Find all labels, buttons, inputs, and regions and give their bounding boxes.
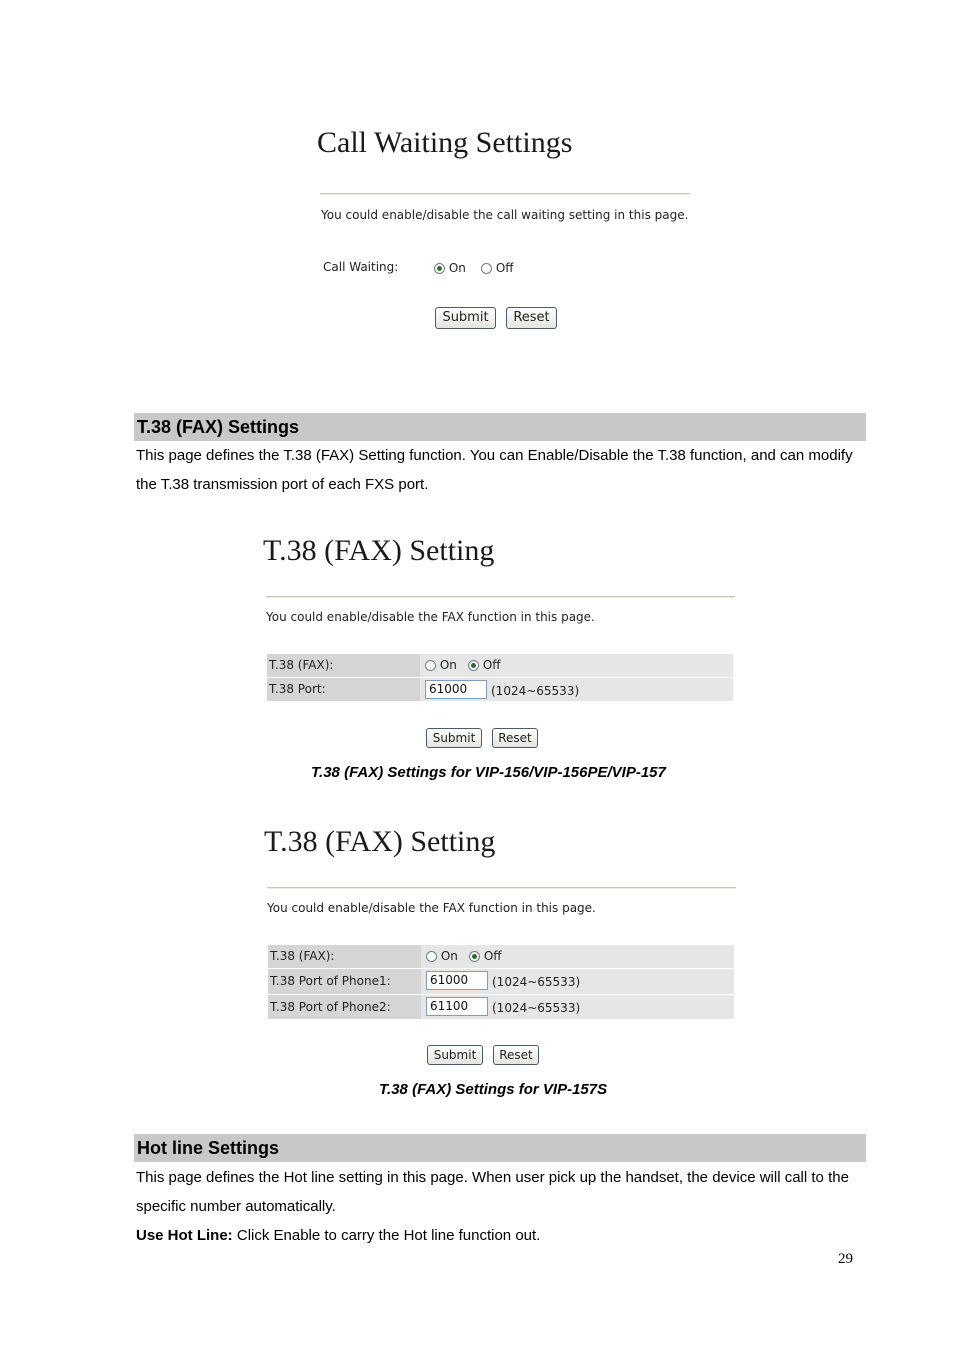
fax-value-cell [421,945,734,968]
fax-off-option[interactable] [468,658,501,672]
fax-setting-2-divider [267,887,736,889]
fax-setting-1-reset-button[interactable]: Reset [492,728,538,748]
fax-label: T.38 (FAX): [270,949,335,963]
fax-on-option[interactable] [425,658,457,672]
fax-value-cell [420,654,733,677]
fax-setting-1-title: T.38 (FAX) Setting [263,534,495,567]
fax-setting-1-caption: T.38 (FAX) Settings for VIP-156/VIP-156PE/VIP-157 [311,764,666,781]
phone2-range-hint: (1024~65533) [492,1001,581,1015]
call-waiting-divider [320,193,690,195]
port-input[interactable]: 61000 [425,680,487,699]
t38-section-paragraph: This page defines the T.38 (FAX) Setting function. You can Enable/Disable the T.38 function, and can modify the T.38 transmission port of each FXS port. [136,447,853,493]
fax-setting-2-reset-button[interactable]: Reset [493,1045,539,1065]
fax-setting-1-row-port [267,678,733,701]
radio-on[interactable] [425,660,436,671]
t38-section-heading: T.38 (FAX) Settings [134,413,866,441]
fax-on-label: On [440,949,458,963]
fax-setting-2-row-phone2 [268,995,734,1019]
radio-off-selected[interactable] [468,660,479,671]
fax-off-option[interactable] [469,949,502,963]
fax-setting-2-submit-button[interactable]: Submit [427,1045,483,1065]
call-waiting-on-label: On [448,261,466,275]
fax-setting-2-row-phone1 [268,969,734,994]
fax-setting-2-caption: T.38 (FAX) Settings for VIP-157S [379,1081,608,1098]
fax-on-option[interactable] [426,949,458,963]
fax-off-label: Off [482,658,501,672]
fax-setting-1-row-fax [267,654,733,677]
fax-on-label: On [439,658,457,672]
call-waiting-reset-button[interactable]: Reset [506,307,557,329]
hotline-use-line [136,1221,876,1250]
call-waiting-off-label: Off [495,261,514,275]
radio-on-selected[interactable] [434,263,445,274]
fax-setting-2-title: T.38 (FAX) Setting [264,825,496,858]
radio-on[interactable] [426,951,437,962]
hotline-use-label: Use Hot Line: [136,1227,233,1244]
phone2-port-label: T.38 Port of Phone2: [270,1000,391,1014]
fax-setting-1-description: You could enable/disable the FAX function in this page. [266,610,595,624]
call-waiting-description: You could enable/disable the call waiting setting in this page. [321,208,689,222]
call-waiting-submit-button[interactable]: Submit [435,307,496,329]
phone2-value-cell [421,995,734,1019]
phone1-port-input[interactable]: 61000 [426,971,488,990]
call-waiting-off-option[interactable] [481,261,514,275]
fax-setting-1-submit-button[interactable]: Submit [426,728,482,748]
call-waiting-label: Call Waiting: [323,260,399,274]
hotline-use-text: Click Enable to carry the Hot line function out. [232,1227,541,1244]
phone1-value-cell [421,969,734,994]
port-range-hint: (1024~65533) [491,684,580,698]
call-waiting-on-option[interactable] [434,261,466,275]
phone2-port-input[interactable]: 61100 [426,997,488,1016]
port-label: T.38 Port: [269,682,326,696]
page-number: 29 [838,1251,853,1267]
fax-setting-1-divider [266,596,735,598]
call-waiting-title: Call Waiting Settings [317,126,573,159]
fax-label: T.38 (FAX): [269,658,334,672]
fax-off-label: Off [483,949,502,963]
radio-off[interactable] [481,263,492,274]
hotline-section-paragraph: This page defines the Hot line setting in this page. When user pick up the handset, the device will call to the specific number automatically. [136,1169,849,1215]
port-value-cell [420,678,733,701]
fax-setting-2-row-fax [268,945,734,968]
phone1-range-hint: (1024~65533) [492,975,581,989]
phone1-port-label: T.38 Port of Phone1: [270,974,391,988]
hotline-section-heading: Hot line Settings [134,1134,866,1162]
fax-setting-2-description: You could enable/disable the FAX function in this page. [267,901,596,915]
radio-off-selected[interactable] [469,951,480,962]
